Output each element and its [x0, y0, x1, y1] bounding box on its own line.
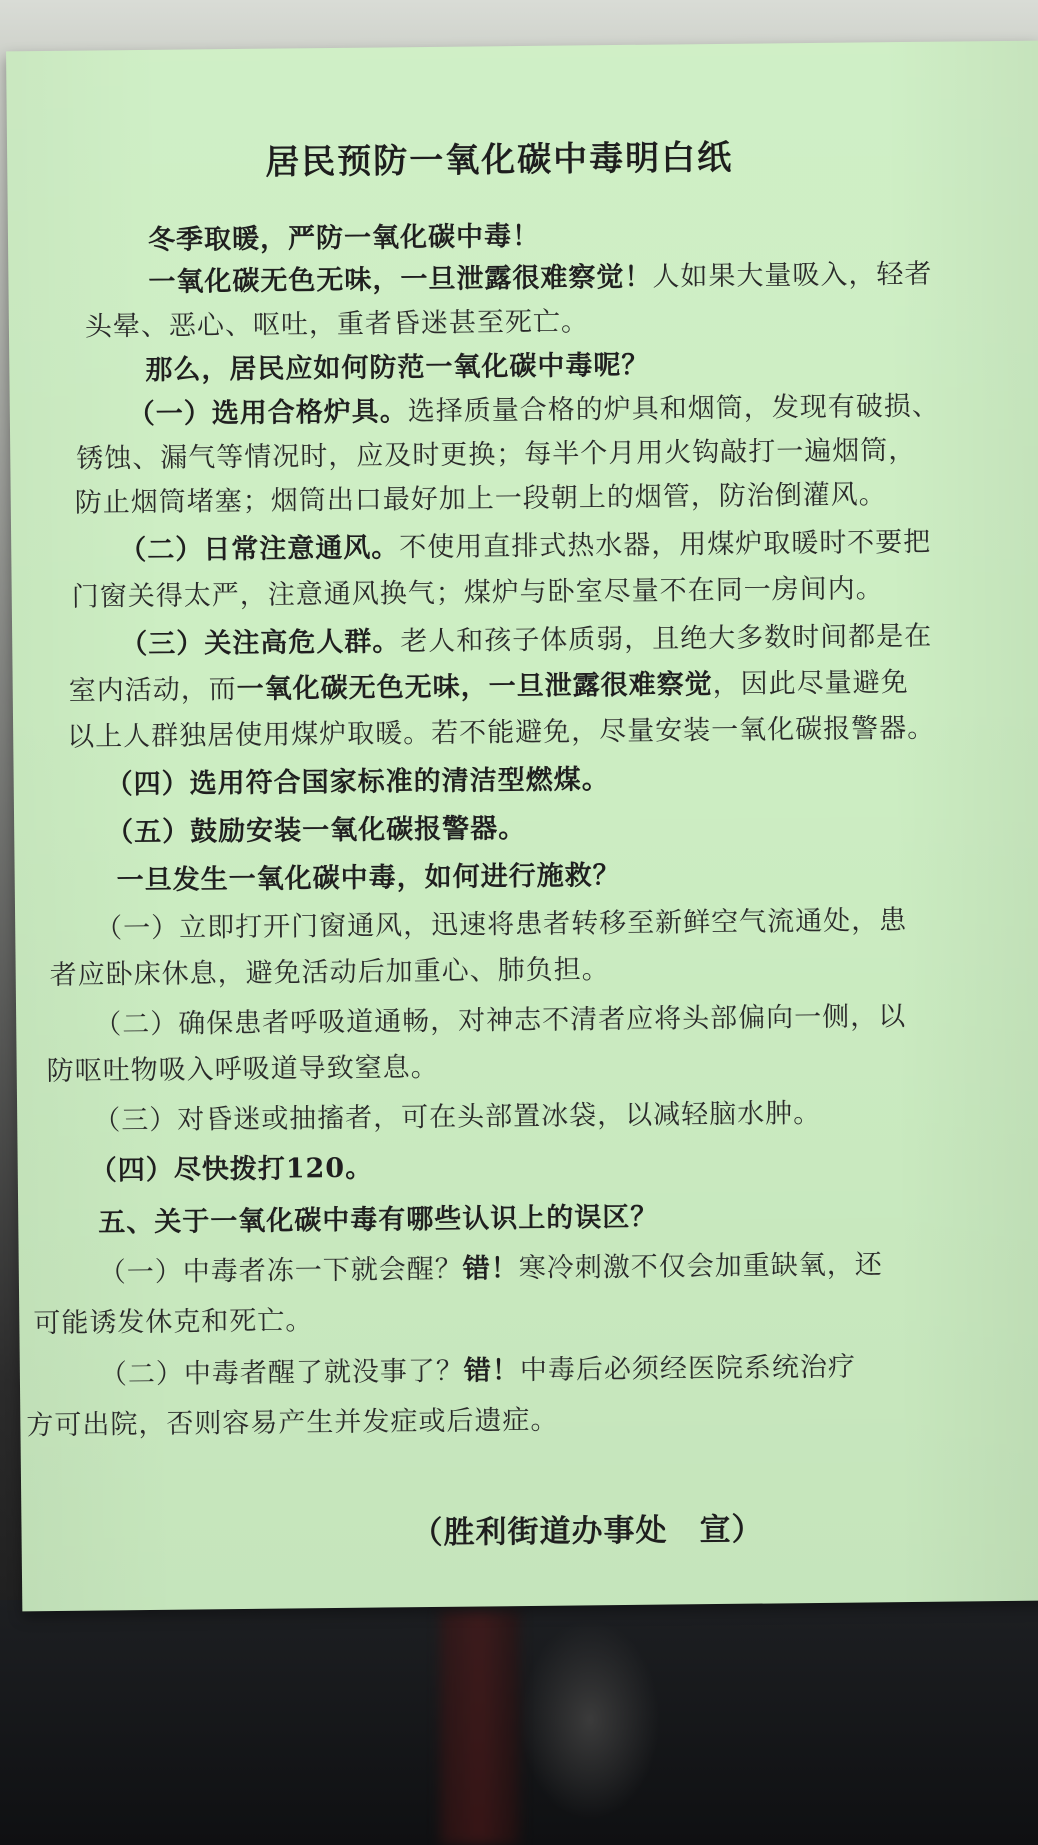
- prevention-item-3-line2c: ，因此尽量避免: [712, 666, 909, 701]
- rescue-item-4: （四）尽快拨打120。: [89, 1152, 374, 1187]
- document-title: 居民预防一氧化碳中毒明白纸: [264, 137, 734, 183]
- prevention-item-1-line2: 锈蚀、漏气等情况时，应及时更换；每半个月用火钩敲打一遍烟筒，: [76, 434, 917, 475]
- myth-item-1-question: （一）中毒者冻一下就会醒？: [98, 1253, 463, 1289]
- prevention-item-2-text: 不使用直排式热水器，用煤炉取暖时不要把: [399, 526, 932, 564]
- myth-item-1-rest: 寒冷刺激不仅会加重缺氧，还: [518, 1249, 883, 1285]
- prevention-item-3-text: 老人和孩子体质弱，且绝大多数时间都是在: [400, 620, 933, 658]
- prevention-item-3-line3: 以上人群独居使用煤炉取暖。若不能避免，尽量安装一氧化碳报警器。: [67, 712, 936, 753]
- prevention-item-4: （四）选用符合国家标准的清洁型燃煤。: [105, 764, 610, 801]
- prevention-item-2-line1: [119, 520, 931, 568]
- prevention-item-1-line1: [128, 384, 940, 432]
- rescue-heading: 一旦发生一氧化碳中毒，如何进行施救？: [116, 860, 621, 897]
- myth-item-2-line1: [100, 1345, 856, 1392]
- prevention-item-1-line3: 防止烟筒堵塞；烟筒出口最好加上一段朝上的烟管，防治倒灌风。: [74, 479, 887, 519]
- prevention-item-3-line1: [120, 614, 932, 662]
- rescue-item-1-line2: 者应卧床休息，避免活动后加重心、肺负担。: [49, 954, 610, 991]
- prevention-item-2-lead: （二）日常注意通风。: [119, 532, 400, 567]
- myth-item-2-question: （二）中毒者醒了就没事了？: [99, 1355, 465, 1391]
- rescue-item-3: （三）对昏迷或抽搐者，可在头部置冰袋，以减轻脑水肿。: [93, 1097, 822, 1137]
- prevention-item-3-line2a: 室内活动，而: [68, 674, 237, 707]
- myths-heading-text: 五、关于一氧化碳中毒有哪些认识上的误区？: [98, 1201, 659, 1239]
- prevention-item-3-line2-bold: 一氧化碳无色无味，一旦泄露很难察觉: [236, 669, 713, 706]
- background-highlight: [520, 1620, 660, 1820]
- intro-warning-bold: 一氧化碳无色无味，一旦泄露很难察觉！: [148, 261, 653, 298]
- myth-item-2-line2: 方可出院，否则容易产生并发症或后遗症。: [26, 1404, 559, 1442]
- rescue-item-1-line1: （一）立即打开门窗通风，迅速将患者转移至新鲜空气流通处，患: [95, 905, 908, 945]
- background-red-fabric: [440, 1610, 520, 1845]
- rescue-item-2-line2: 防呕吐物吸入呼吸道导致窒息。: [46, 1051, 439, 1088]
- intro-warning-rest: 人如果大量吸入，轻者: [652, 258, 933, 293]
- prevention-item-2-line2: 门窗关得太严，注意通风换气；煤炉与卧室尽量不在同一房间内。: [71, 573, 884, 613]
- prevention-item-1-lead: （一）选用合格炉具。: [127, 396, 408, 431]
- myth-item-2-wrong: 错！: [463, 1355, 521, 1387]
- prevention-item-5: （五）鼓励安装一氧化碳报警器。: [106, 812, 527, 849]
- issuer-signature: （胜利街道办事处 宣）: [411, 1511, 764, 1552]
- intro-question: 那么，居民应如何防范一氧化碳中毒呢？: [145, 349, 650, 386]
- prevention-item-3-lead: （三）关注高危人群。: [120, 626, 401, 661]
- myth-item-1-line1: [99, 1242, 883, 1289]
- notice-paper: [6, 41, 1038, 1612]
- rescue-item-2-line1: （二）确保患者呼吸道通畅，对神志不清者应将头部偏向一侧，以: [94, 1001, 907, 1041]
- prevention-item-3-line2: [68, 660, 908, 708]
- prevention-item-1-text: 选择质量合格的炉具和烟筒，发现有破损、: [407, 390, 940, 428]
- myth-item-2-rest: 中毒后必须经医院系统治疗: [519, 1351, 857, 1387]
- myth-item-1-line2: 可能诱发休克和死亡。: [33, 1305, 314, 1340]
- intro-warning-line: [148, 252, 932, 299]
- intro-warning-continuation: 头晕、恶心、呕吐，重者昏迷甚至死亡。: [84, 306, 590, 343]
- intro-slogan: 冬季取暖，严防一氧化碳中毒！: [147, 220, 541, 256]
- myth-item-1-wrong: 错！: [462, 1253, 519, 1285]
- myths-heading: [98, 1195, 658, 1240]
